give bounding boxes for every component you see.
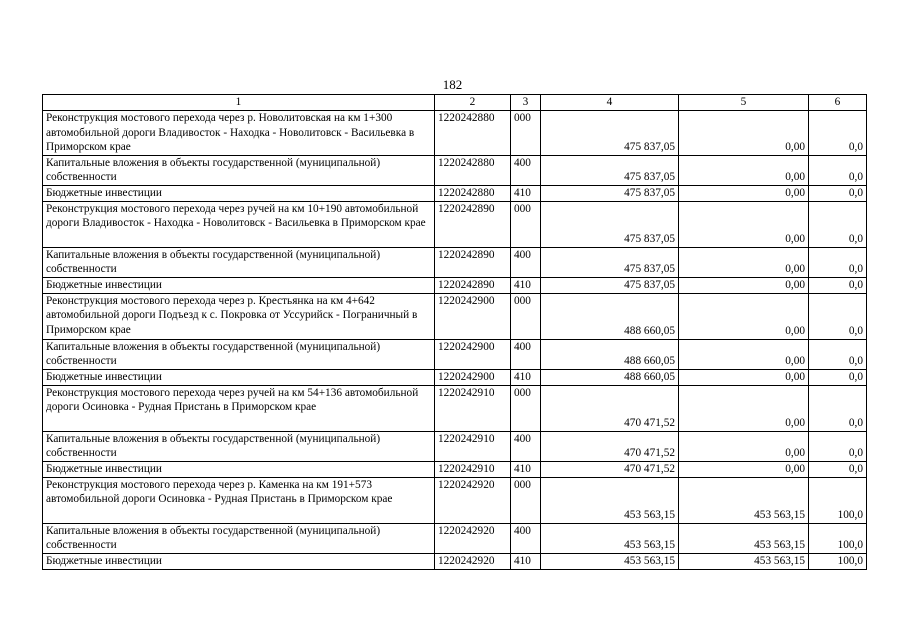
row-plan-cell: 488 660,05	[541, 339, 679, 369]
row-plan-cell: 475 837,05	[541, 111, 679, 156]
header-cell: 6	[809, 95, 867, 111]
row-plan-cell: 475 837,05	[541, 185, 679, 201]
row-vr-cell: 410	[511, 369, 541, 385]
row-code-cell: 1220242880	[435, 155, 511, 185]
row-percent-cell: 0,0	[809, 247, 867, 277]
row-vr-cell: 410	[511, 553, 541, 569]
row-vr-cell: 000	[511, 111, 541, 156]
table-row	[43, 431, 867, 461]
row-percent-cell: 0,0	[809, 339, 867, 369]
row-name-cell: Реконструкция мостового перехода через ручей на км 54+136 автомобильной дороги Осиновка - Рудная Пристань в Приморском крае	[43, 385, 435, 431]
row-vr-cell: 400	[511, 523, 541, 553]
row-fact-cell: 0,00	[679, 461, 809, 477]
row-percent-cell: 0,0	[809, 461, 867, 477]
budget-table	[42, 94, 867, 570]
table-row	[43, 185, 867, 201]
row-fact-cell: 453 563,15	[679, 553, 809, 569]
row-percent-cell: 0,0	[809, 293, 867, 339]
table-row	[43, 293, 867, 339]
row-plan-cell: 453 563,15	[541, 553, 679, 569]
row-fact-cell: 0,00	[679, 247, 809, 277]
table-row	[43, 461, 867, 477]
row-code-cell: 1220242910	[435, 431, 511, 461]
row-fact-cell: 0,00	[679, 277, 809, 293]
row-plan-cell: 475 837,05	[541, 247, 679, 277]
row-plan-cell: 488 660,05	[541, 293, 679, 339]
table-row	[43, 477, 867, 523]
row-plan-cell: 475 837,05	[541, 277, 679, 293]
row-plan-cell: 470 471,52	[541, 385, 679, 431]
row-vr-cell: 400	[511, 155, 541, 185]
row-name-cell: Капитальные вложения в объекты государственной (муниципальной) собственности	[43, 155, 435, 185]
row-vr-cell: 000	[511, 201, 541, 247]
row-plan-cell: 453 563,15	[541, 523, 679, 553]
table-row	[43, 247, 867, 277]
row-plan-cell: 453 563,15	[541, 477, 679, 523]
row-code-cell: 1220242900	[435, 339, 511, 369]
table-row	[43, 369, 867, 385]
row-percent-cell: 0,0	[809, 369, 867, 385]
row-fact-cell: 0,00	[679, 201, 809, 247]
row-code-cell: 1220242880	[435, 185, 511, 201]
row-percent-cell: 0,0	[809, 385, 867, 431]
row-code-cell: 1220242890	[435, 277, 511, 293]
row-percent-cell: 0,0	[809, 277, 867, 293]
row-name-cell: Капитальные вложения в объекты государственной (муниципальной) собственности	[43, 339, 435, 369]
row-code-cell: 1220242920	[435, 553, 511, 569]
row-fact-cell: 0,00	[679, 369, 809, 385]
row-name-cell: Реконструкция мостового перехода через р. Новолитовская на км 1+300 автомобильной дороги Владивосток - Находка - Новолитовск - Васильевка в Приморском крае	[43, 111, 435, 156]
row-name-cell: Бюджетные инвестиции	[43, 461, 435, 477]
row-plan-cell: 470 471,52	[541, 431, 679, 461]
row-name-cell: Реконструкция мостового перехода через р. Крестьянка на км 4+642 автомобильной дороги Подъезд к с. Покровка от Уссурийск - Пограничный в Приморском крае	[43, 293, 435, 339]
row-fact-cell: 0,00	[679, 185, 809, 201]
table-row	[43, 155, 867, 185]
table-row	[43, 201, 867, 247]
row-name-cell: Бюджетные инвестиции	[43, 369, 435, 385]
row-code-cell: 1220242920	[435, 523, 511, 553]
row-percent-cell: 0,0	[809, 155, 867, 185]
row-plan-cell: 488 660,05	[541, 369, 679, 385]
row-code-cell: 1220242900	[435, 369, 511, 385]
row-percent-cell: 0,0	[809, 185, 867, 201]
row-name-cell: Капитальные вложения в объекты государственной (муниципальной) собственности	[43, 523, 435, 553]
row-plan-cell: 475 837,05	[541, 201, 679, 247]
header-cell: 2	[435, 95, 511, 111]
row-code-cell: 1220242900	[435, 293, 511, 339]
row-vr-cell: 400	[511, 431, 541, 461]
row-percent-cell: 100,0	[809, 553, 867, 569]
row-name-cell: Бюджетные инвестиции	[43, 277, 435, 293]
header-cell: 5	[679, 95, 809, 111]
row-code-cell: 1220242910	[435, 461, 511, 477]
row-vr-cell: 410	[511, 185, 541, 201]
row-percent-cell: 100,0	[809, 477, 867, 523]
table-row	[43, 523, 867, 553]
header-cell: 1	[43, 95, 435, 111]
header-row	[43, 95, 867, 111]
row-plan-cell: 475 837,05	[541, 155, 679, 185]
table-row	[43, 385, 867, 431]
row-fact-cell: 453 563,15	[679, 477, 809, 523]
row-name-cell: Капитальные вложения в объекты государственной (муниципальной) собственности	[43, 247, 435, 277]
row-fact-cell: 0,00	[679, 431, 809, 461]
row-vr-cell: 410	[511, 277, 541, 293]
table-row	[43, 339, 867, 369]
row-name-cell: Бюджетные инвестиции	[43, 185, 435, 201]
row-vr-cell: 400	[511, 247, 541, 277]
table-row	[43, 553, 867, 569]
row-vr-cell: 000	[511, 477, 541, 523]
row-code-cell: 1220242920	[435, 477, 511, 523]
row-fact-cell: 0,00	[679, 293, 809, 339]
row-code-cell: 1220242890	[435, 201, 511, 247]
row-percent-cell: 0,0	[809, 201, 867, 247]
row-code-cell: 1220242890	[435, 247, 511, 277]
row-code-cell: 1220242910	[435, 385, 511, 431]
row-plan-cell: 470 471,52	[541, 461, 679, 477]
row-code-cell: 1220242880	[435, 111, 511, 156]
row-fact-cell: 0,00	[679, 339, 809, 369]
row-vr-cell: 000	[511, 385, 541, 431]
row-vr-cell: 410	[511, 461, 541, 477]
row-name-cell: Реконструкция мостового перехода через р. Каменка на км 191+573 автомобильной дороги Осиновка - Рудная Пристань в Приморском крае	[43, 477, 435, 523]
row-name-cell: Реконструкция мостового перехода через ручей на км 10+190 автомобильной дороги Владивосток - Находка - Новолитовск - Васильевка в Приморском крае	[43, 201, 435, 247]
row-fact-cell: 0,00	[679, 111, 809, 156]
row-fact-cell: 0,00	[679, 155, 809, 185]
row-name-cell: Бюджетные инвестиции	[43, 553, 435, 569]
row-percent-cell: 0,0	[809, 111, 867, 156]
page-number: 182	[442, 77, 463, 92]
table-row	[43, 111, 867, 156]
row-vr-cell: 400	[511, 339, 541, 369]
row-name-cell: Капитальные вложения в объекты государственной (муниципальной) собственности	[43, 431, 435, 461]
row-fact-cell: 453 563,15	[679, 523, 809, 553]
table-row	[43, 277, 867, 293]
table-body	[43, 95, 867, 570]
header-cell: 4	[541, 95, 679, 111]
row-vr-cell: 000	[511, 293, 541, 339]
row-fact-cell: 0,00	[679, 385, 809, 431]
row-percent-cell: 0,0	[809, 431, 867, 461]
row-percent-cell: 100,0	[809, 523, 867, 553]
header-cell: 3	[511, 95, 541, 111]
